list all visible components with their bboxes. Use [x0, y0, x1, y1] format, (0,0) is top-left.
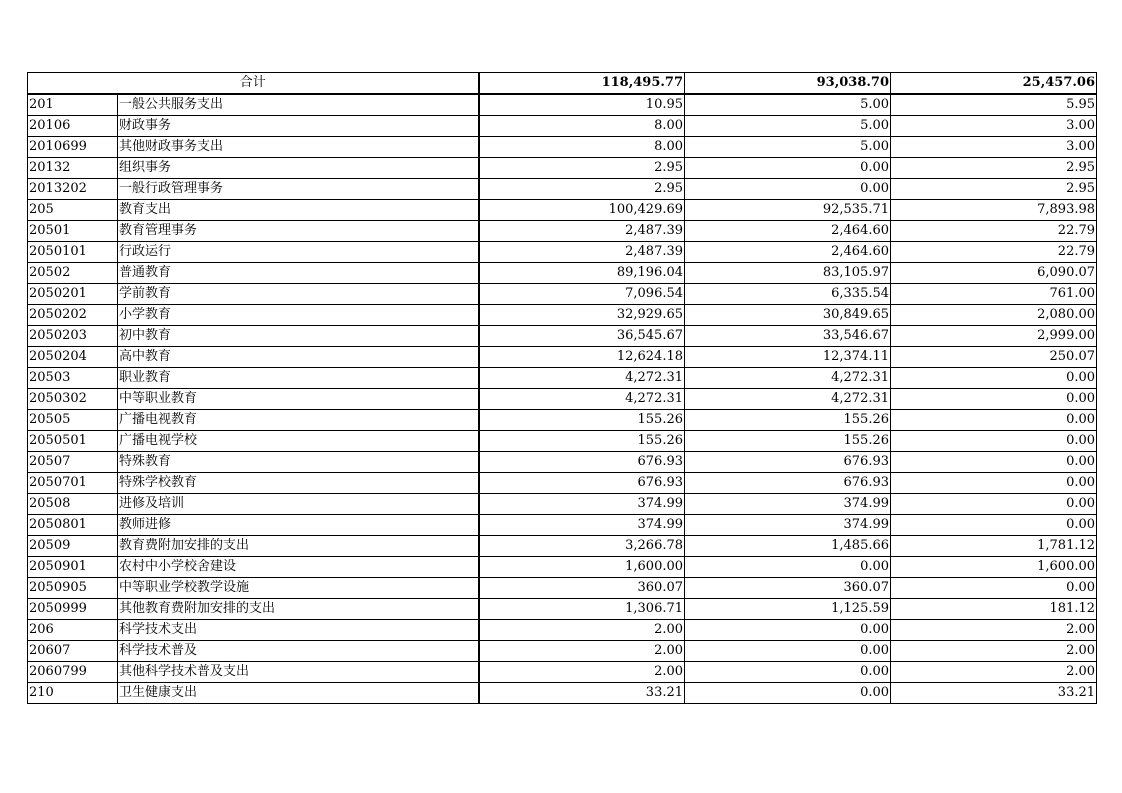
- table-row: [28, 620, 1097, 641]
- subject-name-cell: 进修及培训: [118, 494, 479, 515]
- basic-amount-cell: 4,272.31: [685, 389, 891, 410]
- subject-name-cell: 其他科学技术普及支出: [118, 662, 479, 683]
- total-label: 合计: [28, 73, 479, 95]
- subject-name-cell: 一般公共服务支出: [118, 94, 479, 116]
- project-amount-cell: 5.95: [891, 94, 1097, 116]
- subject-name-cell: 卫生健康支出: [118, 683, 479, 704]
- project-amount-cell: 6,090.07: [891, 263, 1097, 284]
- subject-code-cell: 205: [28, 200, 118, 221]
- total-amount-cell: 3,266.78: [479, 536, 685, 557]
- project-amount-cell: 2.00: [891, 641, 1097, 662]
- project-amount-cell: 22.79: [891, 221, 1097, 242]
- project-amount-cell: 1,781.12: [891, 536, 1097, 557]
- subject-code-cell: 2050302: [28, 389, 118, 410]
- project-amount-cell: 2,999.00: [891, 326, 1097, 347]
- subject-code-cell: 2050204: [28, 347, 118, 368]
- project-amount-cell: 761.00: [891, 284, 1097, 305]
- subject-code-cell: 201: [28, 94, 118, 116]
- total-amount-cell: 2.95: [479, 179, 685, 200]
- table-row: [28, 536, 1097, 557]
- total-amount-cell: 374.99: [479, 494, 685, 515]
- subject-name-cell: 教育支出: [118, 200, 479, 221]
- table-row: [28, 179, 1097, 200]
- total-amount-cell: 155.26: [479, 431, 685, 452]
- basic-amount-cell: 2,464.60: [685, 242, 891, 263]
- total-amount-cell: 1,306.71: [479, 599, 685, 620]
- project-amount-cell: 3.00: [891, 116, 1097, 137]
- subject-name-cell: 其他教育费附加安排的支出: [118, 599, 479, 620]
- total-amount-cell: 2.00: [479, 641, 685, 662]
- project-amount-cell: 0.00: [891, 389, 1097, 410]
- subject-name-cell: 一般行政管理事务: [118, 179, 479, 200]
- total-amount-cell: 7,096.54: [479, 284, 685, 305]
- basic-amount-cell: 676.93: [685, 452, 891, 473]
- table-row: [28, 326, 1097, 347]
- subject-code-cell: 20501: [28, 221, 118, 242]
- basic-amount-cell: 5.00: [685, 137, 891, 158]
- table-row: [28, 557, 1097, 578]
- project-amount-cell: 0.00: [891, 578, 1097, 599]
- table-row: [28, 221, 1097, 242]
- table-body: [28, 73, 1097, 704]
- basic-amount-cell: 0.00: [685, 620, 891, 641]
- basic-amount-cell: 5.00: [685, 94, 891, 116]
- total-amount-cell: 89,196.04: [479, 263, 685, 284]
- total-amount-cell: 2.00: [479, 662, 685, 683]
- subject-name-cell: 初中教育: [118, 326, 479, 347]
- total-amount-cell: 2,487.39: [479, 242, 685, 263]
- basic-amount-cell: 360.07: [685, 578, 891, 599]
- total-amount-cell: 33.21: [479, 683, 685, 704]
- expenditure-sheet: [27, 72, 1097, 704]
- project-amount-cell: 0.00: [891, 473, 1097, 494]
- subject-code-cell: 20505: [28, 410, 118, 431]
- table-row: [28, 641, 1097, 662]
- total-amount-cell: 32,929.65: [479, 305, 685, 326]
- project-amount-cell: 33.21: [891, 683, 1097, 704]
- subject-code-cell: 2050999: [28, 599, 118, 620]
- table-row: [28, 137, 1097, 158]
- subject-name-cell: 职业教育: [118, 368, 479, 389]
- project-amount-cell: 0.00: [891, 368, 1097, 389]
- total-amount-cell: 360.07: [479, 578, 685, 599]
- basic-amount-cell: 0.00: [685, 557, 891, 578]
- subject-code-cell: 2050202: [28, 305, 118, 326]
- project-amount-cell: 2.00: [891, 662, 1097, 683]
- subject-name-cell: 组织事务: [118, 158, 479, 179]
- subject-code-cell: 20508: [28, 494, 118, 515]
- total-amount-cell: 4,272.31: [479, 368, 685, 389]
- table-row: [28, 494, 1097, 515]
- basic-amount-cell: 0.00: [685, 158, 891, 179]
- table-row: [28, 431, 1097, 452]
- subject-name-cell: 中等职业学校教学设施: [118, 578, 479, 599]
- subject-name-cell: 财政事务: [118, 116, 479, 137]
- subject-code-cell: 20607: [28, 641, 118, 662]
- table-row: [28, 347, 1097, 368]
- subject-code-cell: 2010699: [28, 137, 118, 158]
- basic-amount-cell: 155.26: [685, 431, 891, 452]
- total-amount-cell: 12,624.18: [479, 347, 685, 368]
- basic-amount-cell: 4,272.31: [685, 368, 891, 389]
- table-row: [28, 683, 1097, 704]
- subject-name-cell: 学前教育: [118, 284, 479, 305]
- total-amount-cell: 676.93: [479, 452, 685, 473]
- basic-amount-cell: 12,374.11: [685, 347, 891, 368]
- project-amount-cell: 0.00: [891, 515, 1097, 536]
- total-row: [28, 73, 1097, 95]
- table-row: [28, 305, 1097, 326]
- table-row: [28, 368, 1097, 389]
- table-row: [28, 452, 1097, 473]
- project-amount-cell: 22.79: [891, 242, 1097, 263]
- subject-name-cell: 行政运行: [118, 242, 479, 263]
- table-row: [28, 599, 1097, 620]
- subject-name-cell: 广播电视教育: [118, 410, 479, 431]
- table-row: [28, 284, 1097, 305]
- project-amount-cell: 3.00: [891, 137, 1097, 158]
- project-amount-cell: 0.00: [891, 431, 1097, 452]
- table-row: [28, 473, 1097, 494]
- subject-code-cell: 2013202: [28, 179, 118, 200]
- table-row: [28, 515, 1097, 536]
- total-project-amount: 25,457.06: [891, 73, 1097, 95]
- basic-amount-cell: 33,546.67: [685, 326, 891, 347]
- total-amount-cell: 4,272.31: [479, 389, 685, 410]
- total-amount-cell: 2,487.39: [479, 221, 685, 242]
- total-amount-cell: 676.93: [479, 473, 685, 494]
- project-amount-cell: 2,080.00: [891, 305, 1097, 326]
- subject-name-cell: 普通教育: [118, 263, 479, 284]
- subject-name-cell: 农村中小学校舍建设: [118, 557, 479, 578]
- table-row: [28, 410, 1097, 431]
- subject-name-cell: 特殊学校教育: [118, 473, 479, 494]
- total-amount-cell: 8.00: [479, 116, 685, 137]
- subject-name-cell: 其他财政事务支出: [118, 137, 479, 158]
- subject-code-cell: 2050905: [28, 578, 118, 599]
- table-row: [28, 578, 1097, 599]
- subject-name-cell: 科学技术普及: [118, 641, 479, 662]
- basic-amount-cell: 0.00: [685, 662, 891, 683]
- total-amount-cell: 2.00: [479, 620, 685, 641]
- subject-code-cell: 2050201: [28, 284, 118, 305]
- subject-name-cell: 小学教育: [118, 305, 479, 326]
- basic-amount-cell: 6,335.54: [685, 284, 891, 305]
- total-amount-cell: 36,545.67: [479, 326, 685, 347]
- basic-amount-cell: 5.00: [685, 116, 891, 137]
- basic-amount-cell: 155.26: [685, 410, 891, 431]
- total-basic-amount: 93,038.70: [685, 73, 891, 95]
- project-amount-cell: 2.00: [891, 620, 1097, 641]
- table-row: [28, 200, 1097, 221]
- table-row: [28, 263, 1097, 284]
- project-amount-cell: 250.07: [891, 347, 1097, 368]
- total-amount-cell: 155.26: [479, 410, 685, 431]
- total-amount-cell: 1,600.00: [479, 557, 685, 578]
- project-amount-cell: 1,600.00: [891, 557, 1097, 578]
- subject-code-cell: 210: [28, 683, 118, 704]
- subject-name-cell: 特殊教育: [118, 452, 479, 473]
- subject-name-cell: 科学技术支出: [118, 620, 479, 641]
- total-amount-cell: 10.95: [479, 94, 685, 116]
- subject-code-cell: 20509: [28, 536, 118, 557]
- total-amount-cell: 2.95: [479, 158, 685, 179]
- subject-name-cell: 中等职业教育: [118, 389, 479, 410]
- subject-name-cell: 教育费附加安排的支出: [118, 536, 479, 557]
- basic-amount-cell: 83,105.97: [685, 263, 891, 284]
- subject-code-cell: 20507: [28, 452, 118, 473]
- table-row: [28, 116, 1097, 137]
- subject-code-cell: 206: [28, 620, 118, 641]
- subject-name-cell: 教师进修: [118, 515, 479, 536]
- project-amount-cell: 0.00: [891, 410, 1097, 431]
- table-row: [28, 662, 1097, 683]
- basic-amount-cell: 0.00: [685, 641, 891, 662]
- total-amount: 118,495.77: [479, 73, 685, 95]
- total-amount-cell: 100,429.69: [479, 200, 685, 221]
- basic-amount-cell: 2,464.60: [685, 221, 891, 242]
- basic-amount-cell: 0.00: [685, 683, 891, 704]
- project-amount-cell: 0.00: [891, 494, 1097, 515]
- subject-code-cell: 2050901: [28, 557, 118, 578]
- subject-name-cell: 广播电视学校: [118, 431, 479, 452]
- basic-amount-cell: 676.93: [685, 473, 891, 494]
- project-amount-cell: 7,893.98: [891, 200, 1097, 221]
- subject-code-cell: 20106: [28, 116, 118, 137]
- table-row: [28, 158, 1097, 179]
- subject-code-cell: 2050101: [28, 242, 118, 263]
- subject-code-cell: 20132: [28, 158, 118, 179]
- table-row: [28, 242, 1097, 263]
- table-row: [28, 94, 1097, 116]
- subject-code-cell: 2060799: [28, 662, 118, 683]
- subject-name-cell: 高中教育: [118, 347, 479, 368]
- subject-code-cell: 2050701: [28, 473, 118, 494]
- basic-amount-cell: 92,535.71: [685, 200, 891, 221]
- subject-code-cell: 2050501: [28, 431, 118, 452]
- total-amount-cell: 374.99: [479, 515, 685, 536]
- subject-code-cell: 20503: [28, 368, 118, 389]
- project-amount-cell: 2.95: [891, 179, 1097, 200]
- total-amount-cell: 8.00: [479, 137, 685, 158]
- project-amount-cell: 0.00: [891, 452, 1097, 473]
- basic-amount-cell: 374.99: [685, 494, 891, 515]
- basic-amount-cell: 374.99: [685, 515, 891, 536]
- basic-amount-cell: 0.00: [685, 179, 891, 200]
- basic-amount-cell: 1,485.66: [685, 536, 891, 557]
- basic-amount-cell: 1,125.59: [685, 599, 891, 620]
- subject-code-cell: 20502: [28, 263, 118, 284]
- subject-code-cell: 2050203: [28, 326, 118, 347]
- table-row: [28, 389, 1097, 410]
- project-amount-cell: 2.95: [891, 158, 1097, 179]
- subject-code-cell: 2050801: [28, 515, 118, 536]
- basic-amount-cell: 30,849.65: [685, 305, 891, 326]
- project-amount-cell: 181.12: [891, 599, 1097, 620]
- expenditure-table: [27, 72, 1097, 704]
- subject-name-cell: 教育管理事务: [118, 221, 479, 242]
